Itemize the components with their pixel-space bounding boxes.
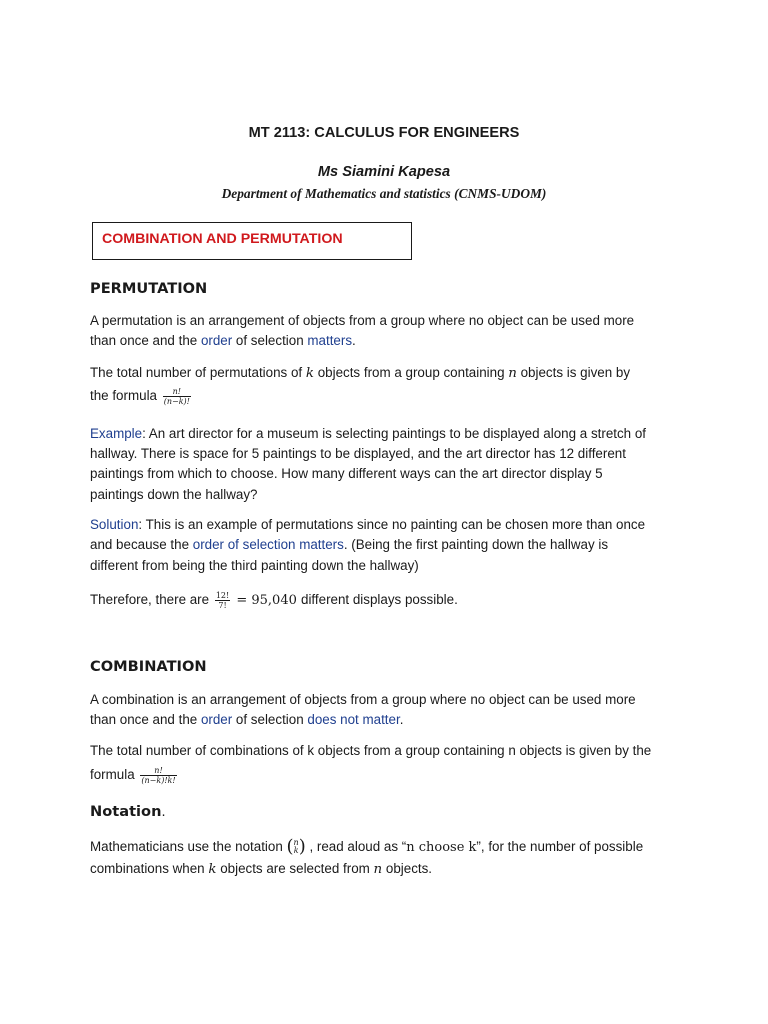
permutation-definition-line2 [90, 331, 356, 351]
text-segment: . [352, 333, 356, 348]
combination-definition-line2 [90, 710, 403, 730]
therefore-fraction [215, 591, 230, 610]
left-paren: ( [286, 836, 294, 858]
topic-box-label: COMBINATION AND PERMUTATION [102, 231, 343, 247]
result-value: = 95,040 [232, 593, 301, 608]
does-not-matter-term: does not matter [307, 712, 400, 727]
binomial-notation [287, 836, 306, 858]
topic-box [92, 222, 412, 260]
fraction-denominator: 7! [218, 600, 227, 610]
text-segment: objects is given by [516, 365, 631, 380]
text-segment: than once and the [90, 333, 201, 348]
right-paren: ) [298, 836, 306, 858]
example-label: Example [90, 426, 143, 441]
text-segment: different displays possible. [301, 592, 458, 607]
binomial-top: n [293, 838, 299, 848]
combination-definition-line1: A combination is an arrangement of objects from a group where no object can be used more [90, 692, 636, 707]
fraction-numerator: n! [163, 387, 191, 397]
therefore-line [90, 586, 458, 615]
text-segment: : This is an example of permutations since no painting can be chosen more than once [138, 517, 646, 532]
math-var-k: k [305, 366, 314, 381]
text-segment: . (Being the first painting down the hallway is [343, 537, 609, 552]
matters-term: matters [307, 333, 353, 348]
order-term: order [200, 712, 233, 727]
math-var-n: n [373, 862, 383, 877]
combination-formula-line [90, 762, 179, 788]
text-segment: Mathematicians use the notation [90, 839, 287, 854]
text-segment: : An art director for a museum is selecting paintings to be displayed along a stretch of [142, 426, 647, 441]
text-segment: combinations when [90, 861, 209, 876]
n-choose-k-text: n choose k [406, 840, 477, 855]
text-segment: Therefore, there are [90, 592, 213, 607]
solution-line2 [90, 535, 608, 555]
example-line3: paintings from which to choose. How many different ways can the art director display 5 [90, 466, 603, 481]
solution-line1 [90, 515, 645, 535]
order-of-selection-term: order of selection matters [192, 537, 344, 552]
example-line4: paintings down the hallway? [90, 487, 258, 502]
text-segment: , read aloud as “ [305, 839, 407, 854]
math-var-k: k [208, 862, 217, 877]
text-segment: objects are selected from [216, 861, 374, 876]
fraction-numerator: n! [140, 766, 176, 776]
text-segment: The total number of permutations of [90, 365, 306, 380]
example-line2: hallway. There is space for 5 paintings to be displayed, and the art director has 12 different [90, 446, 626, 461]
text-segment: formula [90, 767, 139, 782]
text-segment: and because the [90, 537, 193, 552]
notation-line1 [90, 836, 643, 859]
permutation-formula [163, 387, 191, 406]
fraction-numerator: 12! [215, 590, 230, 600]
math-var-n: n [508, 366, 517, 381]
text-segment: the formula [90, 388, 161, 403]
fraction-denominator: (n−k)! [163, 396, 190, 406]
text-segment: than once and the [90, 712, 201, 727]
solution-line3: different from being the third painting down the hallway) [90, 558, 419, 573]
combination-formula [140, 766, 176, 785]
notation-heading-text: Notation [90, 803, 162, 820]
fraction-denominator: (n−k)!k! [141, 775, 176, 785]
permutation-definition-line1: A permutation is an arrangement of objects from a group where no object can be used more [90, 313, 635, 328]
text-segment: objects from a group containing [313, 365, 509, 380]
text-segment: of selection [232, 333, 308, 348]
combination-total-line: The total number of combinations of k objects from a group containing n objects is given by the [90, 743, 652, 758]
author-name: Ms Siamini Kapesa [317, 164, 451, 180]
course-title: MT 2113: CALCULUS FOR ENGINEERS [248, 125, 520, 141]
text-segment: . [161, 804, 166, 820]
text-segment: ”, for the number of possible [476, 839, 644, 854]
text-segment: . [399, 712, 404, 727]
notation-heading [90, 803, 166, 820]
solution-label: Solution [90, 517, 139, 532]
text-segment: of selection [232, 712, 308, 727]
binomial-bottom: k [293, 846, 299, 856]
permutation-formula-line [90, 384, 193, 408]
combination-heading: COMBINATION [90, 658, 207, 675]
notation-line2 [90, 859, 432, 880]
permutation-heading: PERMUTATION [90, 280, 208, 297]
order-term: order [200, 333, 233, 348]
example-line1 [90, 424, 646, 444]
department-line: Department of Mathematics and statistics (CNMS-UDOM) [221, 186, 547, 201]
permutation-total-line [90, 363, 630, 384]
text-segment: objects. [382, 861, 433, 876]
